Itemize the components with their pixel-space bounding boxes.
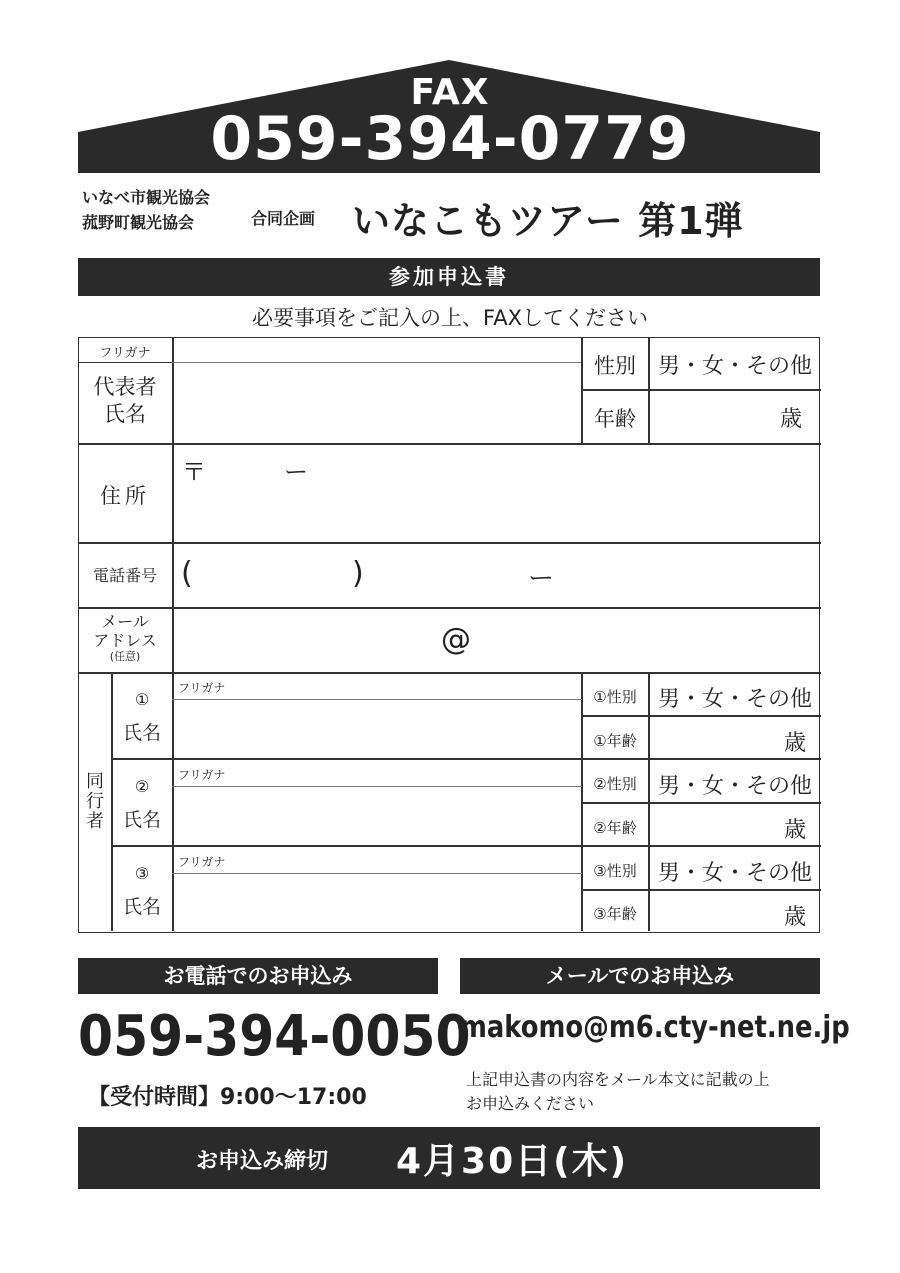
form-instruction: 必要事項をご記入の上、FAXしてください [252, 306, 648, 330]
address-field[interactable] [173, 445, 819, 541]
rep-furigana-label: フリガナ [99, 346, 151, 361]
mail-apply-email[interactable]: makomo@m6.cty-net.ne.jp [460, 1010, 850, 1045]
companion-3-name-field[interactable] [173, 875, 581, 930]
fax-label: FAX [410, 72, 490, 113]
companion-1-gender-options[interactable]: 男・女・その他 [657, 687, 812, 712]
org-komono: 菰野町観光協会 [82, 213, 195, 232]
address-label: 住所 [100, 484, 150, 508]
phone-apply-title: お電話でのお申込み [78, 958, 438, 994]
phone-apply-number: 059-394-0050 [78, 1004, 471, 1069]
phone-label: 電話番号 [92, 566, 157, 585]
joint-plan-label: 合同企画 [251, 209, 316, 228]
rep-age-label: 年齢 [594, 407, 636, 431]
postal-dash: ー [284, 458, 308, 486]
companion-2-name-label: 氏名 [122, 809, 161, 831]
deadline-label: お申込み締切 [196, 1149, 329, 1174]
companion-3-age-label: ③年齢 [593, 905, 637, 923]
companion-1-name-field[interactable] [173, 701, 581, 757]
rep-age-unit: 歳 [780, 407, 803, 432]
companion-label: 同行者 [86, 771, 104, 832]
companion-3-gender-label: ③性別 [593, 862, 637, 880]
phone-open-paren: ( [181, 556, 193, 591]
email-at-sign: @ [441, 622, 471, 657]
postal-mark: 〒 [182, 458, 206, 486]
phone-apply-hours: 【受付時間】9:00〜17:00 [88, 1085, 367, 1110]
companion-3-furigana-label: フリガナ [178, 855, 226, 869]
companion-2-gender-label: ②性別 [593, 775, 637, 793]
email-field[interactable] [173, 609, 819, 671]
companion-2-age-label: ②年齢 [593, 819, 637, 837]
companion-2-gender-options[interactable]: 男・女・その他 [657, 774, 812, 799]
tour-title: いなこもツアー 第1弾 [352, 199, 744, 243]
fax-number: 059-394-0779 [210, 104, 690, 174]
mail-apply-title: メールでのお申込み [460, 958, 820, 994]
companion-1-name-label: 氏名 [122, 722, 161, 744]
companion-1-gender-label: ①性別 [593, 688, 637, 706]
rep-furigana-field[interactable] [173, 338, 581, 362]
companion-1-age-label: ①年齢 [593, 732, 637, 750]
companion-2-number: ② [134, 777, 150, 796]
email-label: メール アドレス (任意) [93, 612, 157, 663]
companion-1-furigana-label: フリガナ [178, 681, 226, 695]
companion-2-furigana-label: フリガナ [178, 768, 226, 782]
phone-field[interactable] [173, 544, 819, 606]
rep-name-field[interactable] [173, 364, 581, 443]
companion-3-name-label: 氏名 [122, 896, 161, 918]
companion-2-age-unit: 歳 [784, 818, 807, 843]
companion-3-age-unit: 歳 [784, 905, 807, 930]
deadline-date: 4月30日(木) [396, 1141, 629, 1182]
companion-1-age-unit: 歳 [784, 731, 807, 756]
rep-gender-options[interactable]: 男・女・その他 [657, 354, 812, 379]
companion-1-number: ① [134, 690, 150, 709]
companion-2-name-field[interactable] [173, 788, 581, 844]
phone-dash: ー [528, 564, 555, 594]
mail-apply-note: 上記申込書の内容をメール本文に記載の上 お申込みください [466, 1070, 770, 1113]
rep-name-label: 代表者 氏名 [93, 375, 157, 426]
form-section-title: 参加申込書 [78, 258, 820, 296]
rep-gender-label: 性別 [594, 354, 636, 378]
rep-age-field[interactable] [649, 391, 777, 443]
org-inabe: いなべ市観光協会 [82, 188, 211, 207]
companion-3-number: ③ [134, 864, 150, 883]
phone-close-paren: ) [352, 556, 364, 591]
companion-3-gender-options[interactable]: 男・女・その他 [657, 861, 812, 886]
